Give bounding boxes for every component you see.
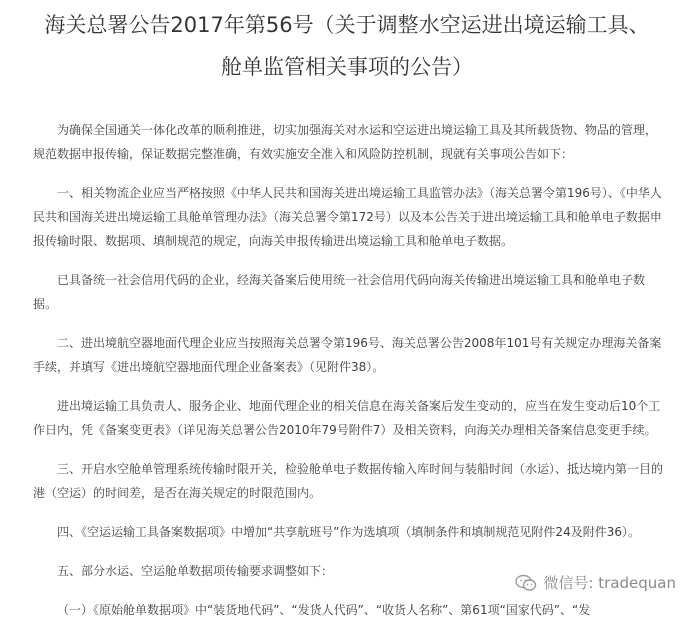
document-title [0, 4, 694, 88]
document-body [33, 118, 663, 622]
wechat-icon [515, 574, 537, 592]
paragraph-item-2-change: 进出境运输工具负责人、服务企业、地面代理企业的相关信息在海关备案后发生变动的，应当在发生变动后10个工作日内，凭《备案变更表》（详见海关总署公告2010年79号附件7）及相关资料，向海关办理相关备案信息变更手续。 [33, 399, 661, 437]
paragraph-intro: 为确保全国通关一体化改革的顺利推进，切实加强海关对水运和空运进出境运输工具及其所载货物、物品的管理，规范数据申报传输，保证数据完整准确，有效实施安全准入和风险防控机制，现就有关事项公告如下： [33, 123, 658, 161]
wechat-watermark [515, 572, 676, 593]
paragraph-item-4: 四、《空运运输工具备案数据项》中增加“共享航班号”作为选填项（填制条件和填制规范见附件24及附件36）。 [57, 525, 640, 539]
title-line-1: 海关总署公告2017年第56号（关于调整水空运进出境运输工具、 [44, 13, 650, 37]
paragraph-item-5-1: （一）《原始舱单数据项》中“装货地代码”、“发货人代码”、“收货人名称”、第61项“国家代码”、“发 [57, 603, 591, 617]
paragraph-item-3: 三、开启水空舱单管理系统传输时限开关，检验舱单电子数据传输入库时间与装船时间（水运）、抵达境内第一目的港（空运）的时间差，是否在海关规定的时限范围内。 [33, 462, 664, 500]
paragraph-item-5: 五、部分水运、空运舱单数据项传输要求调整如下： [57, 564, 334, 578]
paragraph-item-1: 一、相关物流企业应当严格按照《中华人民共和国海关进出境运输工具监管办法》（海关总署令第196号）、《中华人民共和国海关进出境运输工具舱单管理办法》（海关总署令第172号）以及本公告关于进出境运输工具和舱单电子数据申报传输时限、数据项、填制规范的规定，向海关申报传输进出境运输工具和舱单电子数据。 [33, 186, 662, 248]
paragraph-item-1-credit-code: 已具备统一社会信用代码的企业，经海关备案后使用统一社会信用代码向海关传输进出境运输工具和舱单电子数据。 [33, 273, 646, 311]
title-line-2: 舱单监管相关事项的公告） [221, 55, 473, 79]
watermark-text: 微信号: tradequan [543, 574, 676, 592]
paragraph-item-2: 二、进出境航空器地面代理企业应当按照海关总署令第196号、海关总署公告2008年101号有关规定办理海关备案手续，并填写《进出境航空器地面代理企业备案表》（见附件38）。 [33, 336, 662, 374]
